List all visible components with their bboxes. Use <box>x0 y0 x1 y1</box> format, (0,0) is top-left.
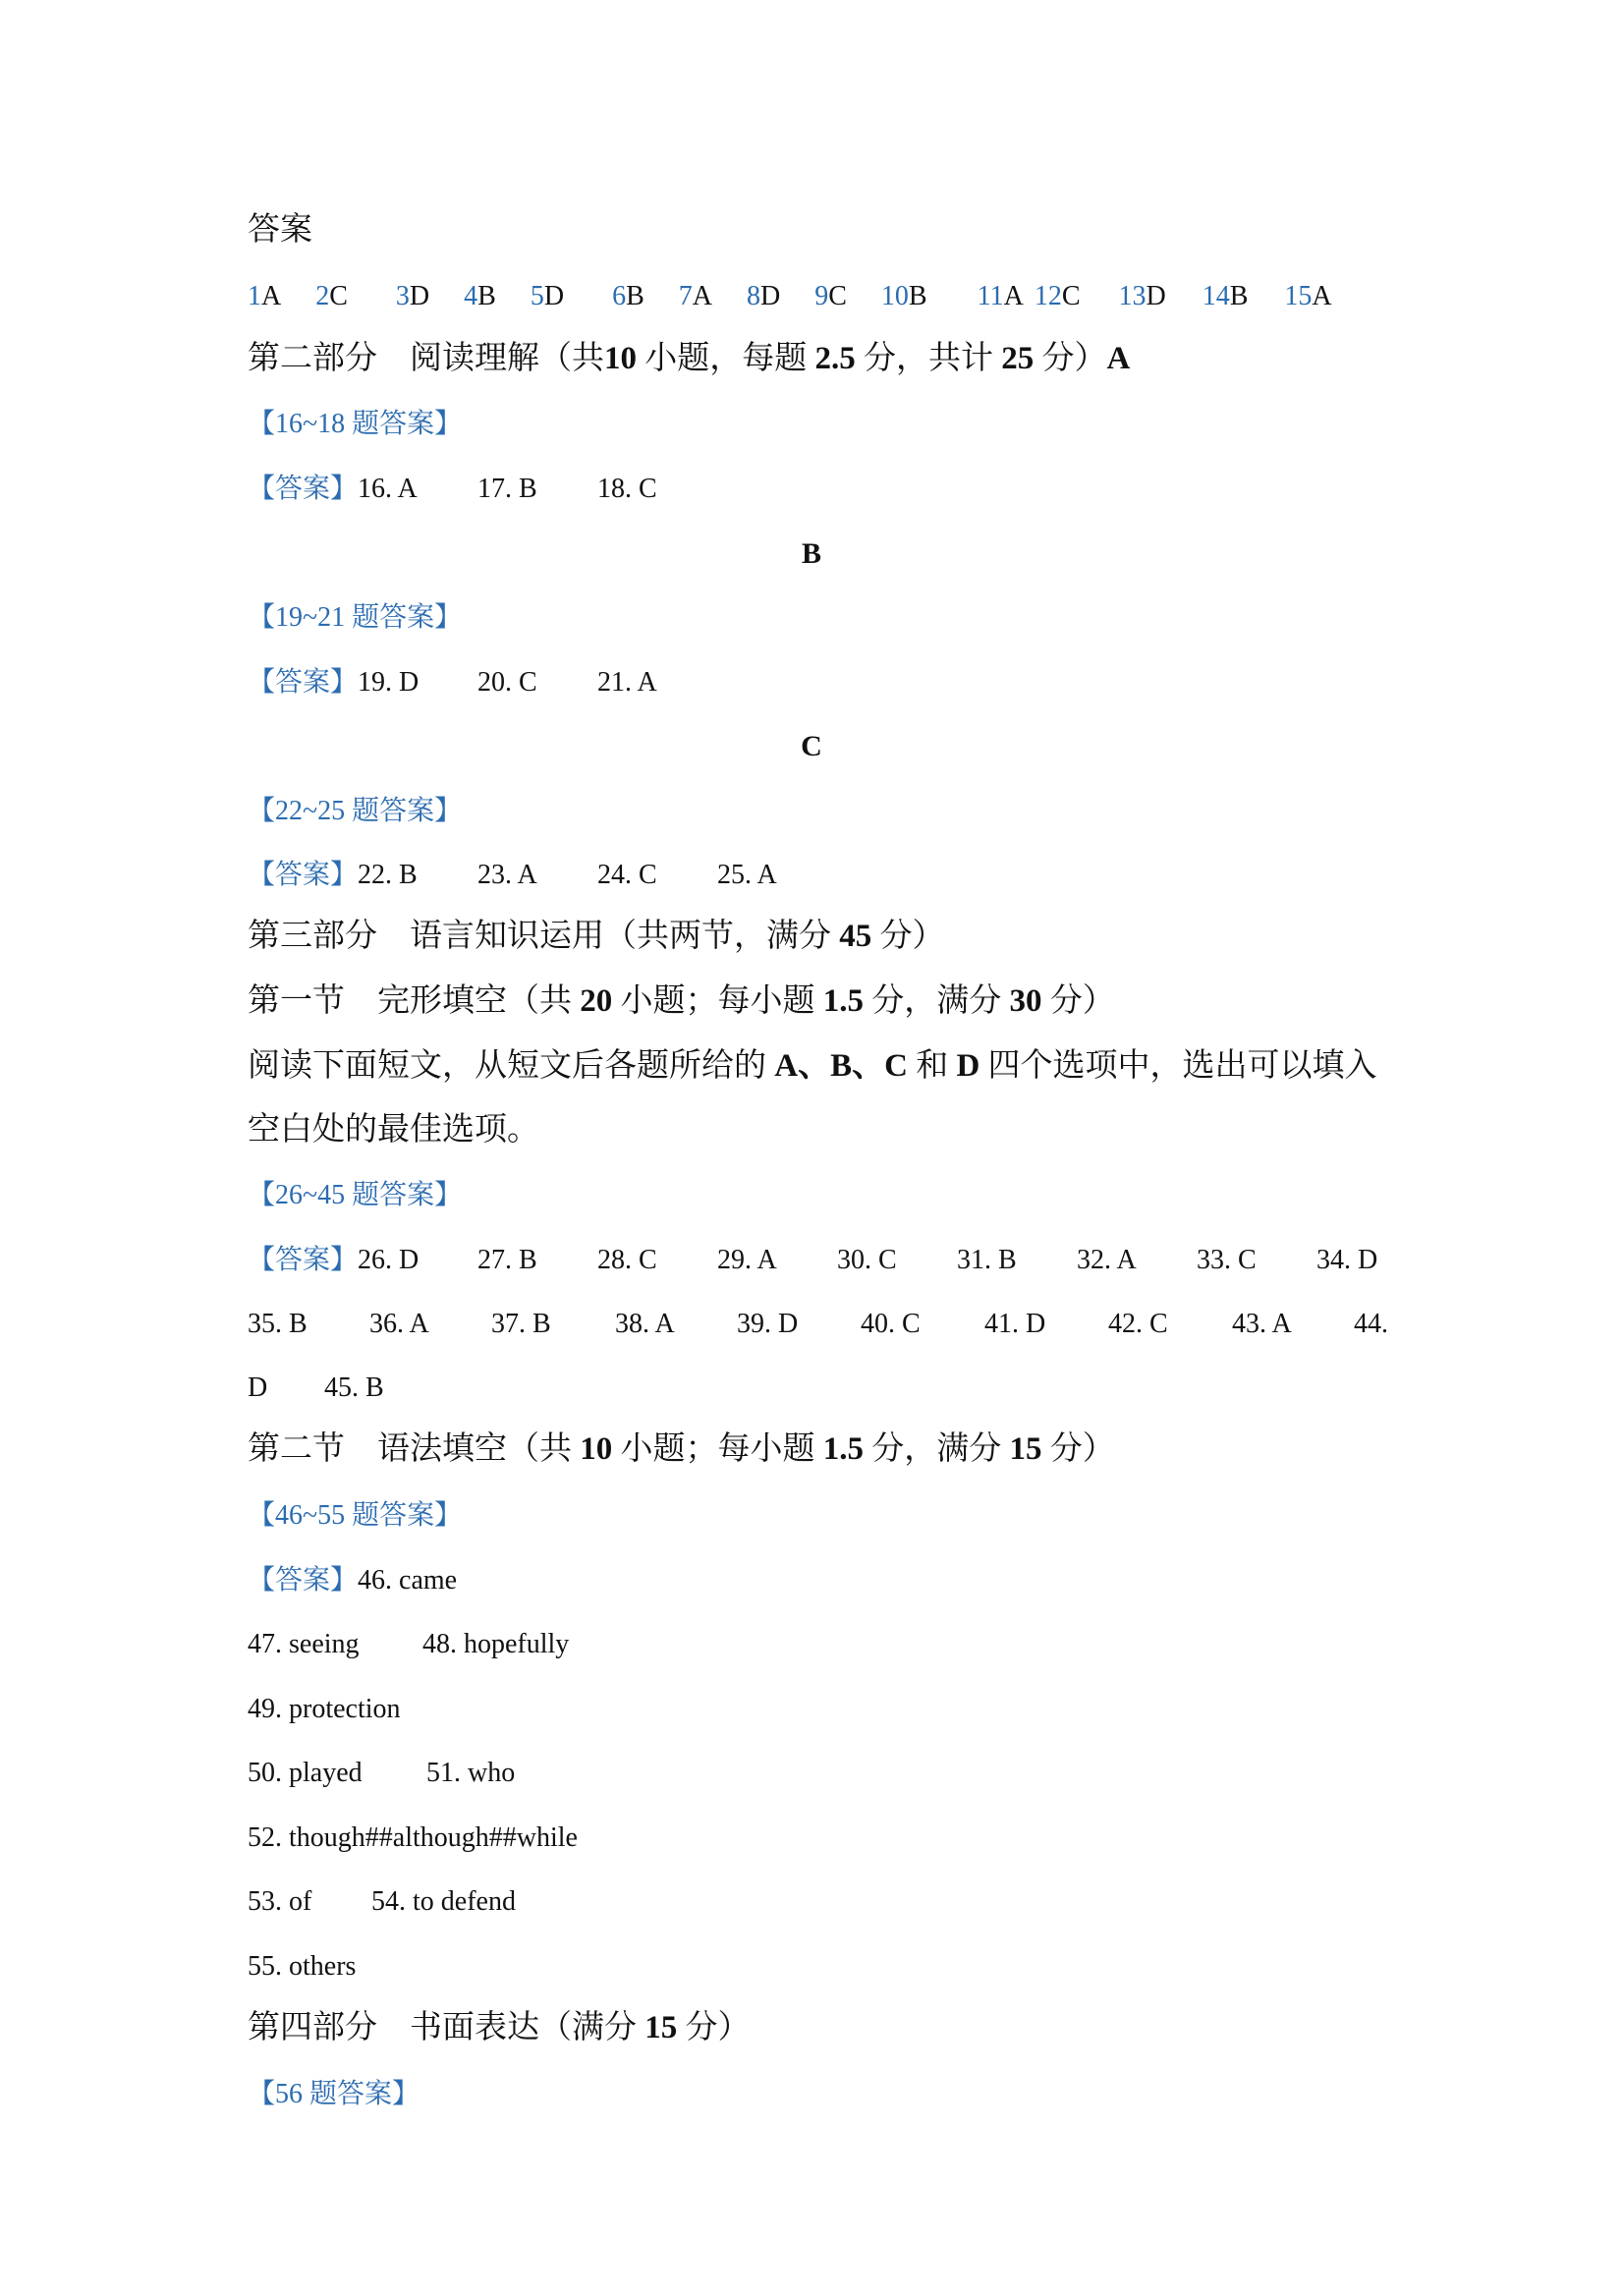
part2-heading: 第二部分 阅读理解（共10 小题，每题 2.5 分，共计 25 分）A <box>248 341 1131 376</box>
mcq-item: 14B <box>1202 281 1249 311</box>
mcq-item: 9C <box>814 281 847 311</box>
answers-19-21: 【答案】19. D 20. C 21. A <box>248 667 657 698</box>
cloze-answers-row1: 【答案】26. D 27. B 28. C 29. A 30. C 31. B 32. A 33. C 34. D <box>248 1245 1378 1275</box>
grammar-answer-46: 【答案】46. came <box>248 1565 458 1596</box>
grammar-answer-52: 52. though##although##while <box>248 1822 578 1853</box>
instruction-line1: 阅读下面短文，从短文后各题所给的 A、B、C 和 D 四个选项中，选出可以填入 <box>248 1048 1377 1084</box>
cloze-answers-row3: D 45. B <box>248 1372 384 1403</box>
mcq-item: 7A <box>678 281 712 311</box>
mcq-item: 5D <box>530 281 565 311</box>
mcq-answers <box>248 277 1332 316</box>
section-tag-26-45: 【26~45 题答案】 <box>248 1180 463 1210</box>
instruction-line2: 空白处的最佳选项。 <box>248 1112 539 1148</box>
mcq-item: 4B <box>464 281 496 311</box>
section-tag-56: 【56 题答案】 <box>248 2079 420 2109</box>
mcq-item: 10B <box>880 281 927 311</box>
section-tag-19-21: 【19~21 题答案】 <box>248 602 463 633</box>
mcq-item: 1A <box>248 281 282 311</box>
mcq-item: 15A <box>1284 281 1332 311</box>
answers-16-18: 【答案】16. A 17. B 18. C <box>248 474 657 504</box>
grammar-answers-53-54: 53. of 54. to defend <box>248 1886 516 1917</box>
section1-heading: 第一节 完形填空（共 20 小题；每小题 1.5 分，满分 30 分） <box>248 983 1115 1019</box>
section-letter-b: B <box>801 537 821 570</box>
mcq-item: 8D <box>747 281 781 311</box>
section-tag-22-25: 【22~25 题答案】 <box>248 796 463 826</box>
section-letter-c: C <box>801 730 822 762</box>
grammar-answer-55: 55. others <box>248 1951 357 1982</box>
answer-title: 答案 <box>248 212 312 248</box>
section-tag-16-18: 【16~18 题答案】 <box>248 409 463 439</box>
mcq-item: 12C <box>1034 281 1081 311</box>
grammar-answers-50-51: 50. played 51. who <box>248 1758 516 1788</box>
mcq-item: 13D <box>1118 281 1166 311</box>
mcq-item: 2C <box>315 281 348 311</box>
section2-heading: 第二节 语法填空（共 10 小题；每小题 1.5 分，满分 15 分） <box>248 1431 1115 1467</box>
mcq-item: 3D <box>395 281 430 311</box>
grammar-answer-49: 49. protection <box>248 1694 401 1724</box>
section-tag-46-55: 【46~55 题答案】 <box>248 1500 463 1531</box>
grammar-answers-47-48: 47. seeing 48. hopefully <box>248 1629 570 1659</box>
cloze-answers-row2: 35. B 36. A 37. B 38. A 39. D 40. C 41. D 42. C 43. A 44. <box>248 1309 1388 1339</box>
mcq-item: 6B <box>612 281 644 311</box>
part4-heading: 第四部分 书面表达（满分 15 分） <box>248 2010 751 2045</box>
mcq-item: 11A <box>977 281 1024 311</box>
answers-22-25: 【答案】22. B 23. A 24. C 25. A <box>248 860 777 890</box>
part3-heading: 第三部分 语言知识运用（共两节，满分 45 分） <box>248 919 945 954</box>
